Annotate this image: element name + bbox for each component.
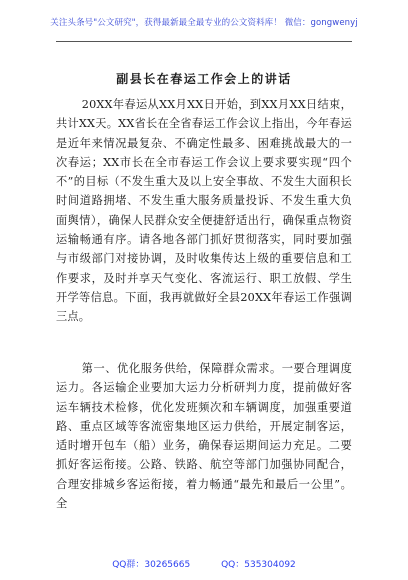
footer-qq: QQ：535304092	[221, 560, 296, 570]
footer	[0, 557, 408, 570]
header-divider	[56, 41, 352, 42]
paragraph-1	[56, 95, 352, 327]
document-title: 副县长在春运工作会上的讲话	[116, 72, 292, 86]
header-note: 关注头条号"公文研究"，获得最新最全最专业的公文资料库！ 微信：gongwenyj	[50, 18, 358, 28]
paragraph-text: 20XX年春运从XX月XX日开始，到XX月XX日结束，共计XX天。XX省长在全省春运工作会议上指出，今年春运是近年来情况最复杂、不确定性最多、困难挑战最大的一次春运；XX市长在全市春运工作会议上要求要实现“四个不”的目标（不发生重大及以上安全事故、不发生大面积长时间道路拥堵、不发生重大服务质量投诉、不发生重大负面舆情），确保人民群众安全便捷舒适出行，确保重点物资运输畅通有序。请各地各部门抓好贯彻落实，同时要加强与市级部门对接协调，及时收集传达上级的重要信息和工作要求，及时并享天气变化、客流运行、职工放假、学生开学等信息。下面，我再就做好全县20XX年春运工作强调三点。	[56, 98, 352, 324]
paragraph-2	[56, 359, 352, 513]
paragraph-text: 第一、优化服务供给，保障群众需求。一要合理调度运力。各运输企业要加大运力分析研判力度，提前做好客运车辆技术检修，优化发班频次和车辆调度，加强重要道路、重点区域等客流密集地区运力供给，开展定制客运，适时增开包车（船）业务，确保春运期间运力充足。二要抓好客运衔接。公路、铁路、航空等部门加强协同配合，合理安排城乡客运衔接，着力畅通“最先和最后一公里”。全	[56, 362, 352, 511]
footer-qq-group: QQ群：30265665	[112, 560, 191, 570]
